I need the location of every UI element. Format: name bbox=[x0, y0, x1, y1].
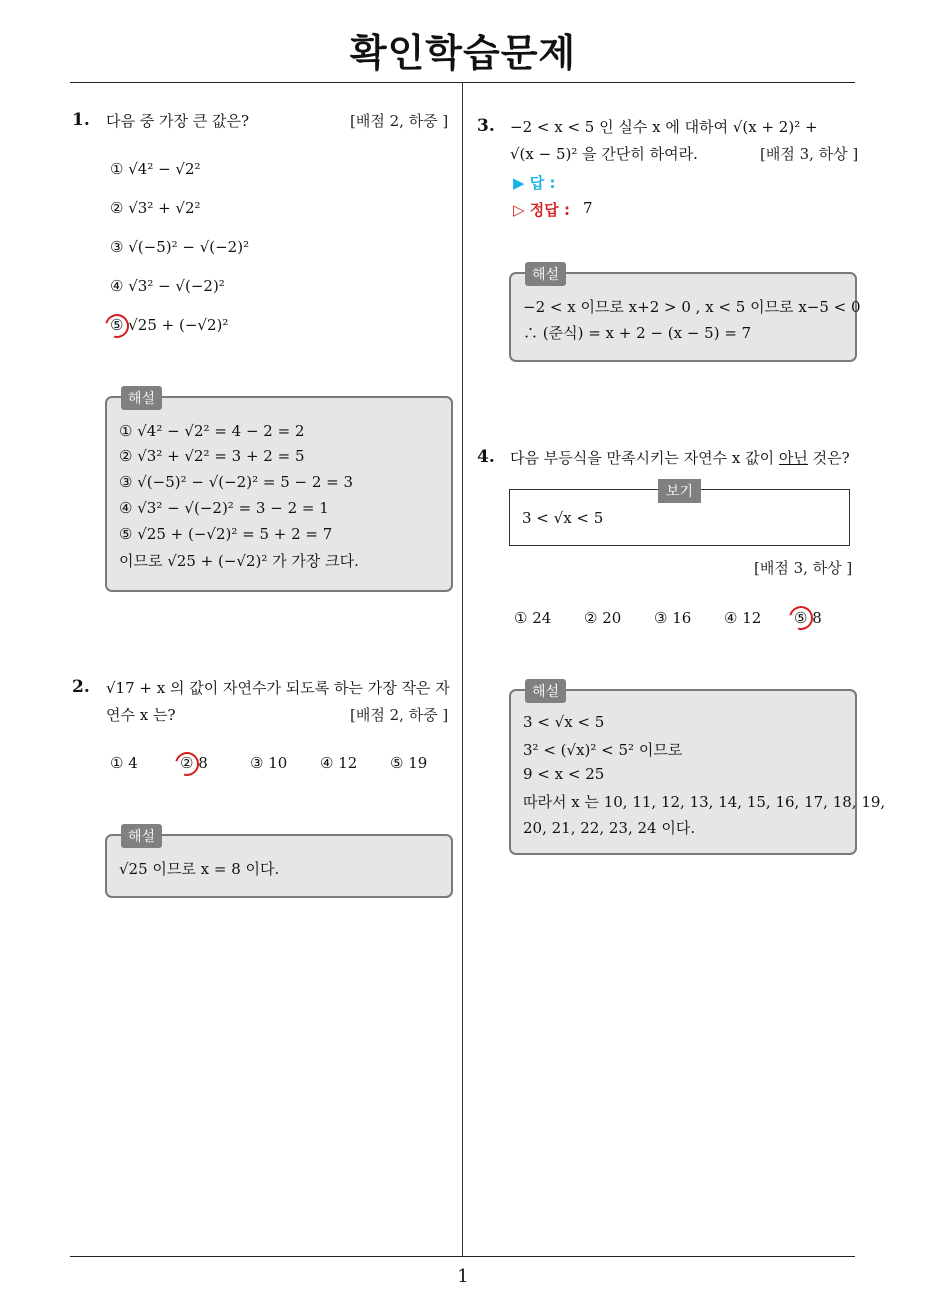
option-4[interactable]: ④ 12 bbox=[724, 609, 762, 627]
solution-box bbox=[509, 267, 861, 362]
bottom-rule bbox=[70, 1256, 855, 1257]
solution-box bbox=[105, 391, 453, 592]
solution-line: −2 < x 이므로 x+2 > 0 , x < 5 이므로 x−5 < 0 bbox=[523, 298, 861, 316]
solution-line: ⑤ √25 + (−√2)² = 5 + 2 = 7 bbox=[119, 525, 333, 543]
option-5[interactable]: ⑤ 8 bbox=[794, 609, 822, 627]
option-1[interactable]: ① 4 bbox=[110, 754, 138, 772]
solution-tag: 해설 bbox=[121, 824, 162, 848]
column-divider bbox=[462, 83, 463, 1256]
solution-line: 이므로 √25 + (−√2)² 가 가장 크다. bbox=[119, 552, 359, 570]
question-number: 1. bbox=[72, 110, 90, 130]
example-box-content: 3 < √x < 5 bbox=[522, 509, 604, 527]
option-2[interactable]: ② 8 bbox=[180, 754, 208, 772]
page-number: 1 bbox=[457, 1266, 469, 1287]
solution-line: ∴ (준식) = x + 2 − (x − 5) = 7 bbox=[523, 324, 752, 342]
option-4[interactable]: ④ √3² − √(−2)² bbox=[110, 277, 225, 295]
option-2[interactable]: ② 20 bbox=[584, 609, 622, 627]
option-3[interactable]: ③ 10 bbox=[250, 754, 288, 772]
example-box bbox=[509, 484, 850, 546]
question-text-emphasis: 아닌 bbox=[778, 449, 808, 467]
question-text-pre: 다음 부등식을 만족시키는 자연수 x 값이 bbox=[510, 449, 779, 467]
option-4[interactable]: ④ 12 bbox=[320, 754, 358, 772]
solution-tag: 해설 bbox=[121, 386, 162, 410]
question-meta: [배점 2, 하중 ] bbox=[350, 706, 449, 724]
question-meta: [배점 2, 하중 ] bbox=[350, 112, 449, 130]
option-5[interactable]: ⑤ 19 bbox=[390, 754, 428, 772]
solution-box bbox=[105, 829, 453, 898]
question-text-cont: √(x − 5)² 을 간단히 하여라. bbox=[510, 145, 698, 163]
question-meta: [배점 3, 하상 ] bbox=[754, 559, 853, 577]
option-3[interactable]: ③ √(−5)² − √(−2)² bbox=[110, 238, 250, 256]
question-text: √17 + x 의 값이 자연수가 되도록 하는 가장 작은 자 bbox=[106, 679, 450, 697]
solution-box bbox=[509, 684, 886, 855]
solution-tag: 해설 bbox=[525, 262, 566, 286]
solution-line: 9 < x < 25 bbox=[523, 765, 605, 783]
solution-line: 3² < (√x)² < 5² 이므로 bbox=[523, 741, 683, 759]
solution-line: ④ √3² − √(−2)² = 3 − 2 = 1 bbox=[119, 499, 329, 517]
correct-value: 7 bbox=[583, 199, 593, 217]
solution-line: ① √4² − √2² = 4 − 2 = 2 bbox=[119, 422, 305, 440]
solution-line: 3 < √x < 5 bbox=[523, 713, 605, 731]
selected-answer-marker bbox=[101, 310, 134, 343]
question-text-post: 것은? bbox=[807, 449, 850, 467]
correct-label: ▷ 정답 : bbox=[513, 201, 570, 219]
page-title: 확인학습문제 bbox=[349, 31, 577, 75]
question-text: 다음 중 가장 큰 값은? bbox=[106, 112, 250, 130]
answer-label: ▶ 답 : bbox=[513, 174, 556, 192]
solution-tag: 해설 bbox=[525, 679, 566, 703]
option-3[interactable]: ③ 16 bbox=[654, 609, 692, 627]
solution-line: 20, 21, 22, 23, 24 이다. bbox=[523, 819, 696, 837]
option-2[interactable]: ② √3² + √2² bbox=[110, 199, 201, 217]
solution-line: ③ √(−5)² − √(−2)² = 5 − 2 = 3 bbox=[119, 473, 354, 491]
selected-answer-marker bbox=[171, 748, 204, 781]
solution-line: 따라서 x 는 10, 11, 12, 13, 14, 15, 16, 17, 18, 19, bbox=[523, 793, 886, 811]
question-meta: [배점 3, 하상 ] bbox=[760, 145, 859, 163]
question-text bbox=[510, 447, 850, 468]
selected-answer-marker bbox=[785, 602, 818, 635]
option-5[interactable]: ⑤ √25 + (−√2)² bbox=[110, 316, 229, 334]
question-text: −2 < x < 5 인 실수 x 에 대하여 √(x + 2)² + bbox=[510, 118, 818, 136]
example-box-tag: 보기 bbox=[658, 479, 701, 503]
solution-line: √25 이므로 x = 8 이다. bbox=[119, 860, 280, 878]
solution-line: ② √3² + √2² = 3 + 2 = 5 bbox=[119, 447, 305, 465]
option-1[interactable]: ① √4² − √2² bbox=[110, 160, 201, 178]
question-number: 2. bbox=[72, 677, 90, 697]
option-1[interactable]: ① 24 bbox=[514, 609, 552, 627]
question-number: 3. bbox=[477, 116, 495, 136]
question-text-cont: 연수 x 는? bbox=[106, 706, 176, 724]
question-number: 4. bbox=[477, 447, 495, 467]
